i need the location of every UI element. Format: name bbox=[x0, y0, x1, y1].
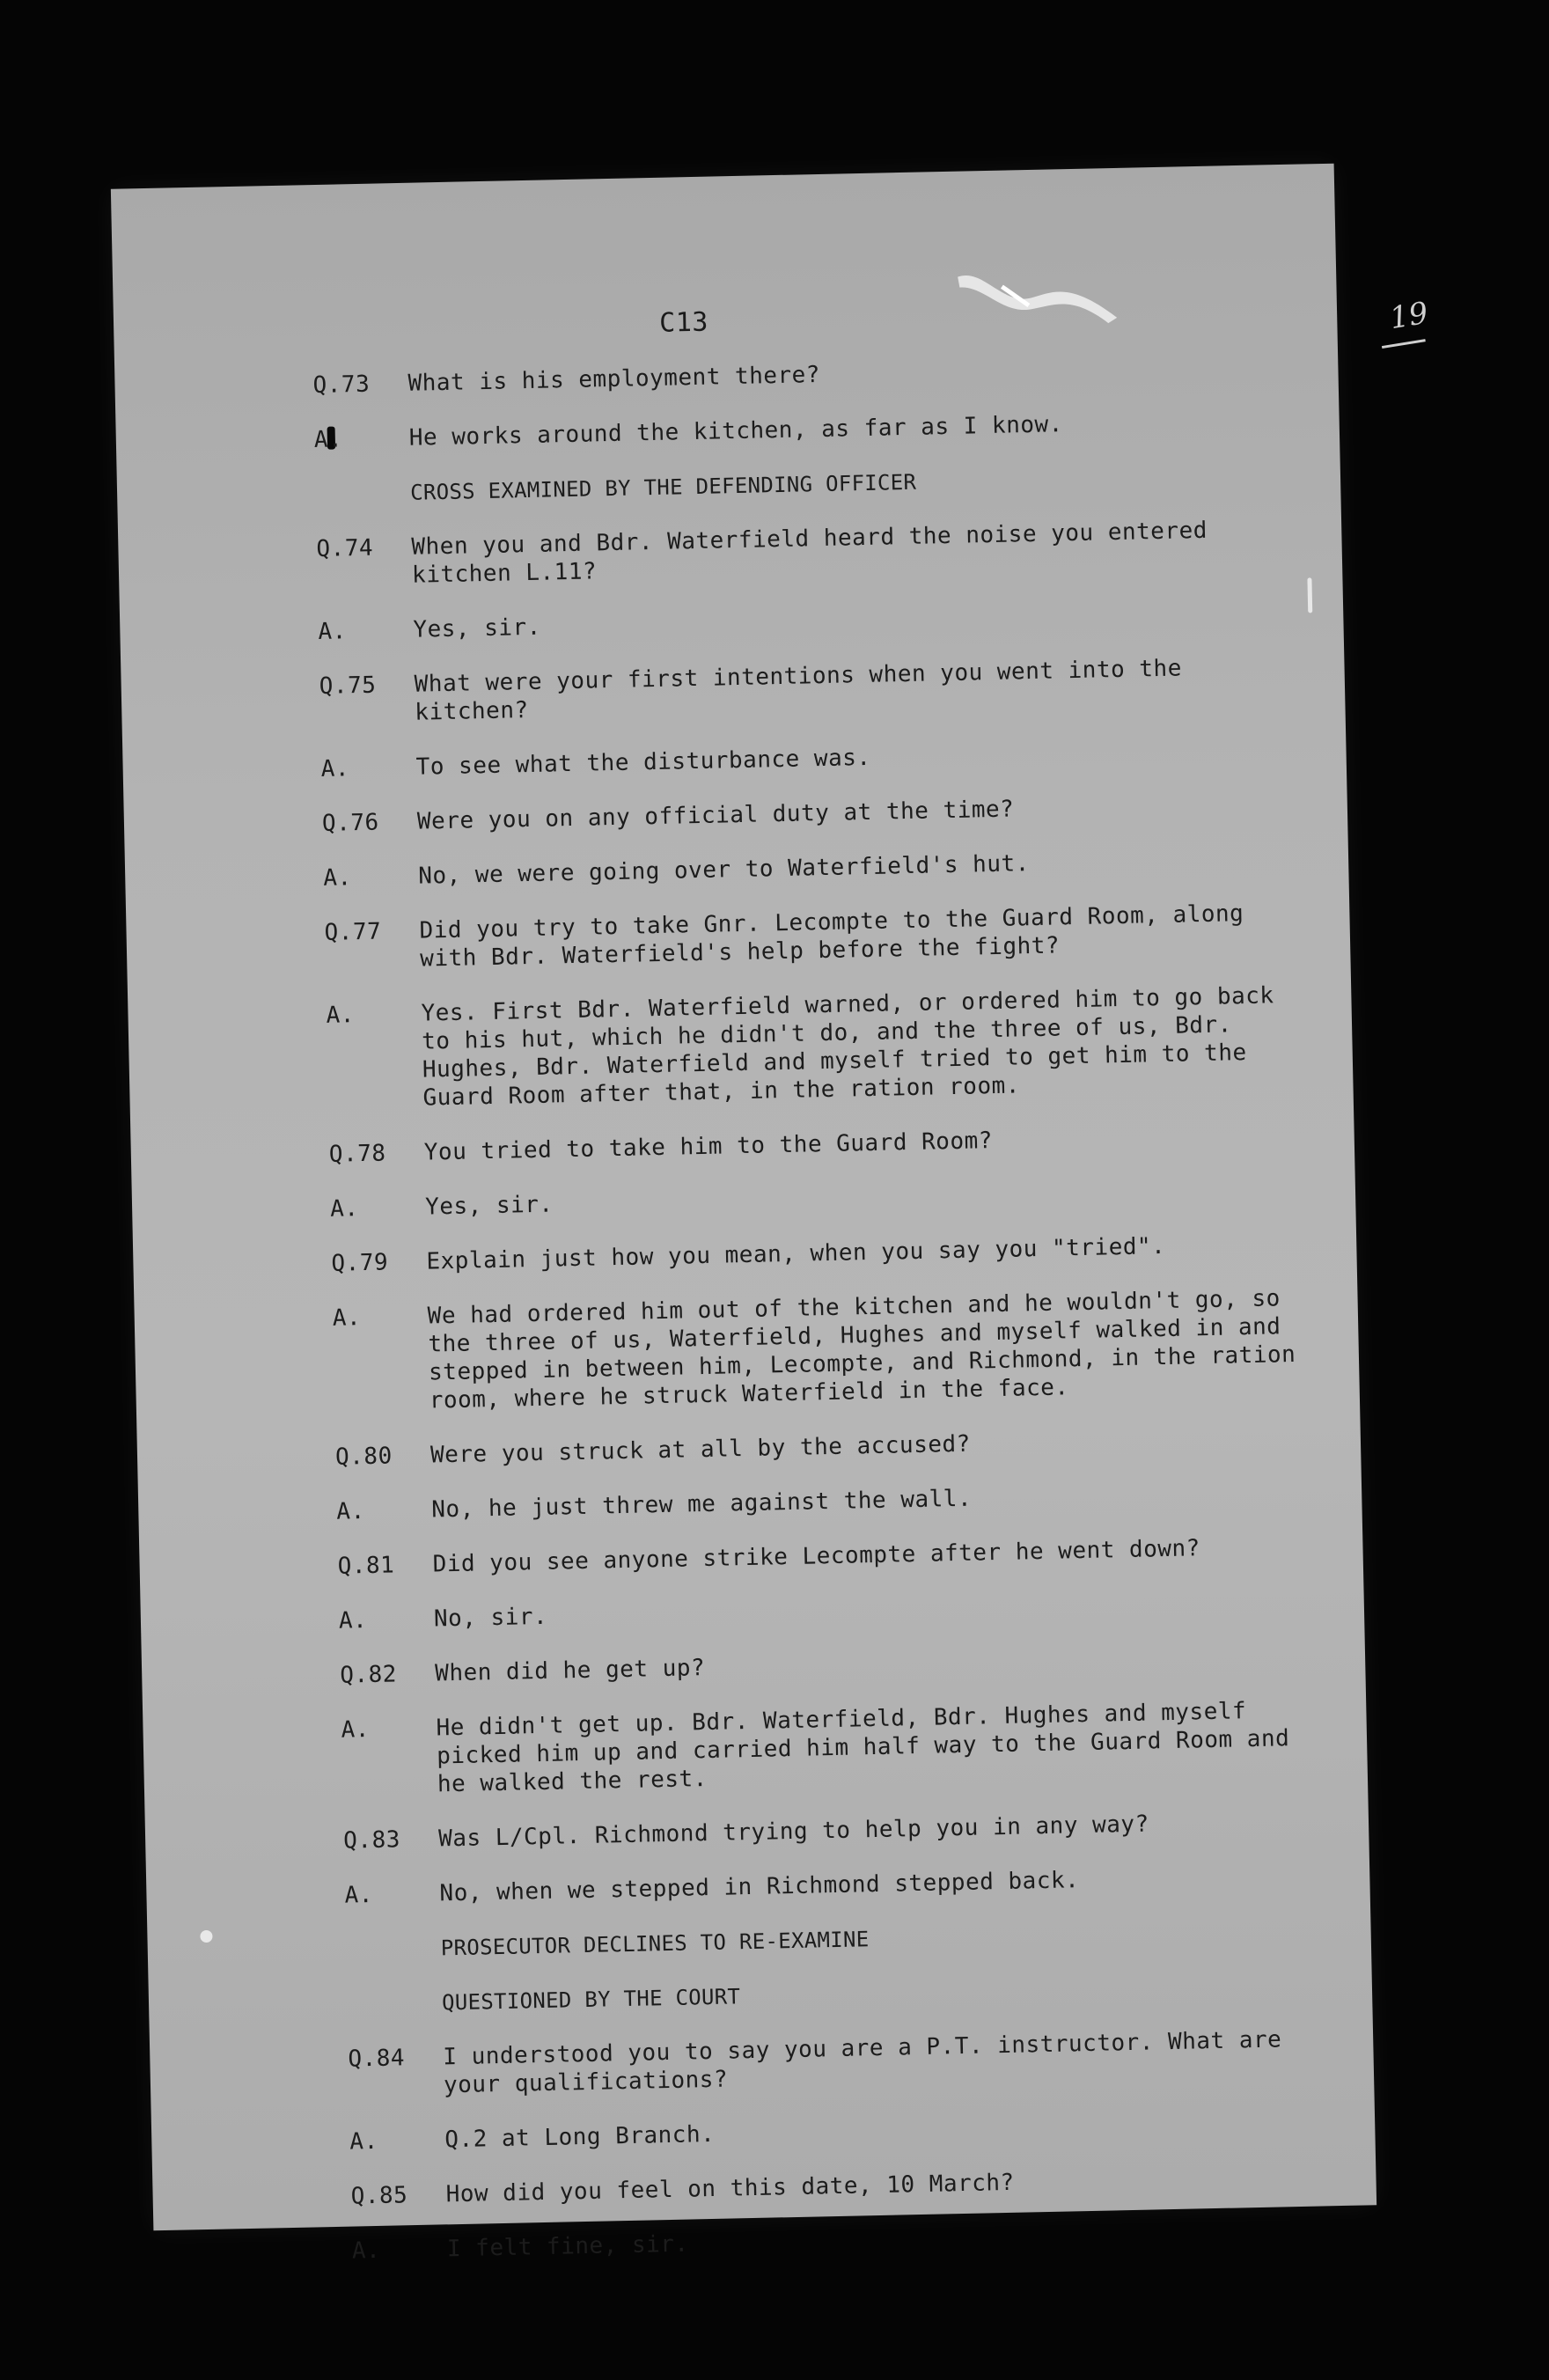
entry-label: A. bbox=[322, 864, 352, 892]
entry-text: I understood you to say you are a P.T. instructor. What are your qualifications? bbox=[443, 2026, 1282, 2099]
entry-text: When did he get up? bbox=[434, 1655, 706, 1687]
answer-entry bbox=[339, 1586, 1325, 1634]
entry-label: A. bbox=[349, 2127, 379, 2156]
entry-text: When you and Bdr. Waterfield heard the noise you entered kitchen L.11? bbox=[411, 517, 1208, 589]
section-heading: CROSS EXAMINED BY THE DEFENDING OFFICER bbox=[409, 469, 917, 505]
entry-label: A. bbox=[320, 755, 350, 782]
entry-text: No, we were going over to Waterfield's hut. bbox=[417, 850, 1031, 890]
question-entry bbox=[329, 1120, 1315, 1168]
answer-entry bbox=[318, 598, 1303, 646]
entry-label: Q.79 bbox=[331, 1249, 389, 1277]
entry-text: No, sir. bbox=[433, 1603, 548, 1633]
entry-text: Explain just how you mean, when you say you "tried". bbox=[426, 1232, 1166, 1275]
entry-text: You tried to take him to the Guard Room? bbox=[423, 1128, 994, 1166]
question-entry bbox=[348, 2024, 1334, 2101]
question-entry bbox=[322, 789, 1308, 837]
question-entry bbox=[324, 898, 1310, 974]
entry-text: To see what the disturbance was. bbox=[415, 744, 871, 781]
document-page bbox=[111, 164, 1431, 2265]
entry-label: Q.77 bbox=[324, 918, 382, 946]
answer-entry bbox=[326, 981, 1313, 1113]
entry-label: Q.73 bbox=[312, 371, 371, 400]
entry-text: No, when we stepped in Richmond stepped back. bbox=[439, 1867, 1080, 1907]
entry-label: A. bbox=[351, 2237, 381, 2265]
entry-label: A. bbox=[332, 1304, 362, 1332]
question-entry bbox=[331, 1229, 1317, 1277]
answer-entry bbox=[352, 2216, 1338, 2265]
entry-label: Q.78 bbox=[328, 1140, 386, 1168]
entry-text: Was L/Cpl. Richmond trying to help you in any way? bbox=[437, 1811, 1150, 1853]
entry-label: Q.84 bbox=[348, 2045, 406, 2073]
entry-label: Q.83 bbox=[342, 1826, 401, 1855]
entry-text: Did you see anyone strike Lecompte after he went down? bbox=[432, 1535, 1201, 1578]
answer-entry bbox=[344, 1861, 1330, 1909]
question-entry bbox=[316, 515, 1303, 591]
question-entry bbox=[319, 652, 1305, 729]
entry-text: We had ordered him out of the kitchen and he wouldn't go, so the three of us, Waterfield, Hughes and myself walked in and stepped in between him, Lecompte, and Richmond, in the ration room, where he struck Waterfield in the face. bbox=[427, 1285, 1296, 1414]
question-entry bbox=[350, 2162, 1336, 2210]
entry-label: Q.75 bbox=[319, 672, 377, 700]
entry-label: Q.76 bbox=[321, 809, 379, 837]
entry-text: How did you feel on this date, 10 March? bbox=[445, 2169, 1015, 2208]
entry-text: No, he just threw me against the wall. bbox=[431, 1485, 973, 1524]
question-entry bbox=[343, 1806, 1329, 1855]
entry-label: Q.81 bbox=[337, 1552, 395, 1580]
entry-label: Q.74 bbox=[316, 534, 374, 563]
entry-text: Yes. First Bdr. Waterfield warned, or ordered him to go back to his hut, which he didn't do, and the three of us, Bdr. Hughes, Bdr. Waterfield and myself tried to get him to the Guard Room after that, in the ration room. bbox=[421, 982, 1274, 1112]
entry-label: A. bbox=[338, 1607, 368, 1634]
entry-label: A. bbox=[329, 1195, 359, 1223]
entry-text: Were you struck at all by the accused? bbox=[429, 1430, 972, 1469]
speck bbox=[1307, 577, 1312, 613]
folio-underline bbox=[1382, 339, 1426, 349]
entry-text: He works around the kitchen, as far as I know. bbox=[408, 411, 1064, 452]
transcript-body bbox=[312, 297, 1339, 2292]
entry-label: Q.82 bbox=[339, 1661, 398, 1689]
entry-text: He didn't get up. Bdr. Waterfield, Bdr. Hughes and myself picked him up and carried him half way to the Guard Room and he walked the rest. bbox=[436, 1698, 1290, 1798]
entry-label: Q.80 bbox=[334, 1443, 393, 1471]
entry-label: A. bbox=[344, 1881, 374, 1909]
question-entry bbox=[335, 1422, 1321, 1471]
entry-label: A. bbox=[313, 426, 343, 454]
entry-label: A. bbox=[341, 1716, 371, 1744]
entry-label: A. bbox=[318, 618, 348, 645]
answer-entry bbox=[336, 1477, 1322, 1525]
speck bbox=[200, 1930, 212, 1943]
entry-text: What were your first intentions when you went into the kitchen? bbox=[414, 655, 1183, 726]
entry-text: Did you try to take Gnr. Lecompte to the Guard Room, along with Bdr. Waterfield's help before the fight? bbox=[419, 900, 1244, 973]
answer-entry bbox=[330, 1174, 1316, 1223]
entry-text: Q.2 at Long Branch. bbox=[444, 2120, 716, 2154]
answer-entry bbox=[320, 734, 1306, 782]
section-heading: PROSECUTOR DECLINES TO RE-EXAMINE bbox=[440, 1927, 870, 1961]
entry-text: Were you on any official duty at the time? bbox=[416, 796, 1015, 835]
question-entry bbox=[312, 351, 1298, 400]
answer-entry bbox=[314, 406, 1300, 454]
entry-text: Yes, sir. bbox=[424, 1191, 554, 1221]
question-entry bbox=[337, 1532, 1323, 1580]
answer-entry bbox=[332, 1283, 1319, 1416]
answer-entry bbox=[341, 1695, 1328, 1800]
answer-entry bbox=[349, 2107, 1335, 2156]
entry-text: Yes, sir. bbox=[413, 613, 542, 643]
section-heading: QUESTIONED BY THE COURT bbox=[441, 1984, 741, 2016]
transcript-entries bbox=[312, 351, 1338, 2266]
entry-label: Q.85 bbox=[350, 2182, 408, 2210]
entry-label: A. bbox=[336, 1498, 366, 1525]
entry-text: I felt fine, sir. bbox=[446, 2230, 689, 2263]
entry-text: What is his employment there? bbox=[407, 361, 821, 397]
answer-entry bbox=[323, 843, 1309, 892]
entry-label: A. bbox=[326, 1002, 356, 1029]
question-entry bbox=[340, 1641, 1325, 1689]
handwritten-folio-number: 19 bbox=[1387, 295, 1431, 337]
page-number: C13 bbox=[658, 306, 709, 339]
